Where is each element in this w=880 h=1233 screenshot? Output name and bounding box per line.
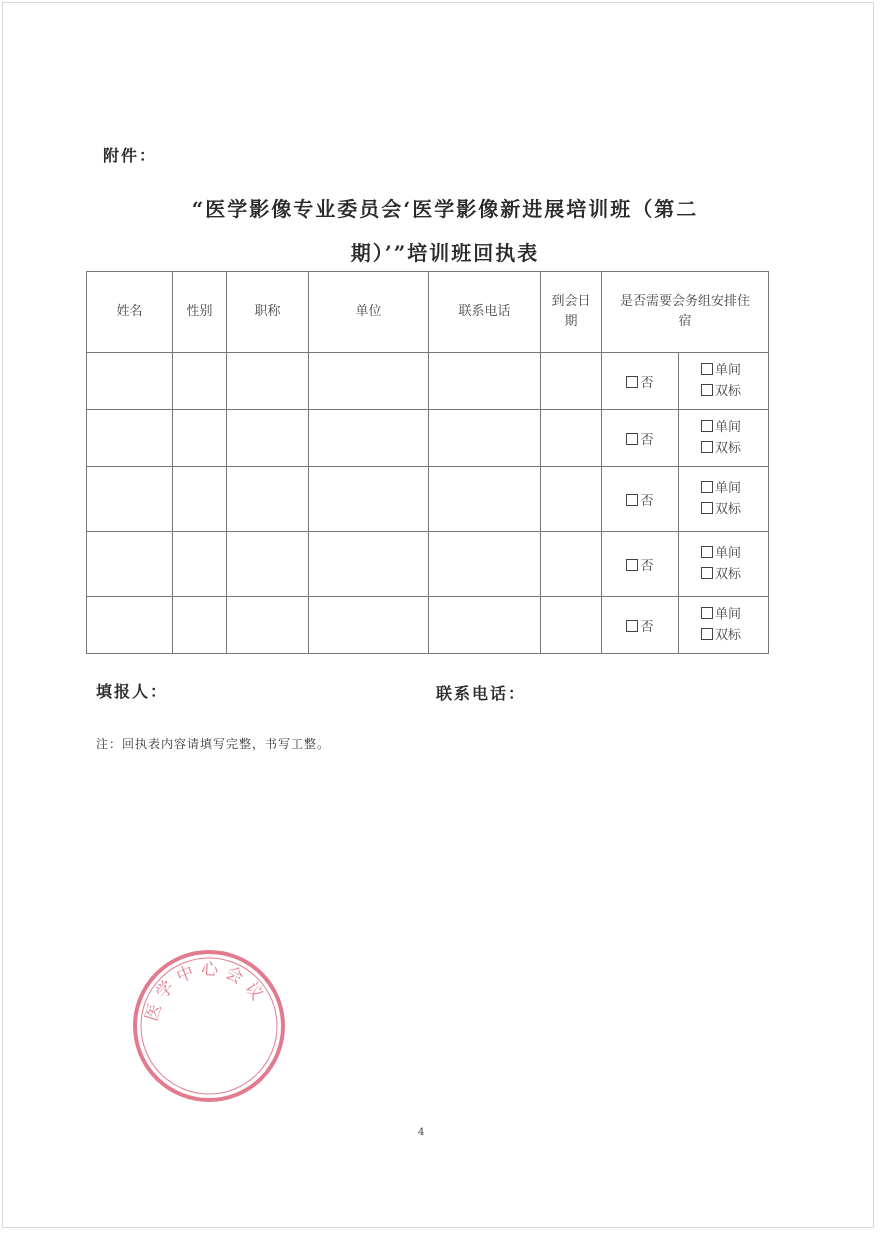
- gender-cell[interactable]: [173, 532, 227, 597]
- option-label: 否: [640, 432, 654, 448]
- unit-cell[interactable]: [309, 410, 429, 467]
- header-unit: 单位: [309, 272, 429, 353]
- name-cell[interactable]: [87, 353, 173, 410]
- single-room-option[interactable]: [701, 417, 768, 438]
- single-room-option[interactable]: [701, 360, 768, 381]
- single-room-option[interactable]: [701, 604, 768, 625]
- room-type-options: [679, 467, 769, 532]
- option-label: 单间: [715, 546, 742, 561]
- header-title: 职称: [227, 272, 309, 353]
- date-cell[interactable]: [541, 353, 602, 410]
- table-row: [87, 597, 769, 654]
- option-label: 否: [640, 375, 654, 391]
- title-line-2: 期）’”培训班回执表: [350, 241, 540, 265]
- accommodation-no-option[interactable]: [602, 467, 679, 532]
- header-row: [87, 272, 769, 353]
- name-cell[interactable]: [87, 597, 173, 654]
- accommodation-no-option[interactable]: [602, 532, 679, 597]
- accommodation-no-option[interactable]: [602, 597, 679, 654]
- gender-cell[interactable]: [173, 410, 227, 467]
- checkbox-icon[interactable]: [701, 607, 713, 619]
- checkbox-icon[interactable]: [701, 567, 713, 579]
- checkbox-icon[interactable]: [626, 433, 638, 445]
- double-room-option[interactable]: [701, 381, 768, 402]
- option-label: 单间: [715, 363, 742, 378]
- date-cell[interactable]: [541, 467, 602, 532]
- header-accommodation: 是否需要会务组安排住宿: [602, 272, 769, 353]
- phone-cell[interactable]: [429, 532, 541, 597]
- double-room-option[interactable]: [701, 438, 768, 459]
- title-cell[interactable]: [227, 597, 309, 654]
- form-title: [150, 187, 740, 275]
- date-cell[interactable]: [541, 410, 602, 467]
- option-label: 双标: [715, 628, 742, 643]
- option-label: 否: [640, 619, 654, 635]
- double-room-option[interactable]: [701, 625, 768, 646]
- checkbox-icon[interactable]: [701, 628, 713, 640]
- room-type-options: [679, 353, 769, 410]
- single-room-option[interactable]: [701, 543, 768, 564]
- checkbox-icon[interactable]: [626, 620, 638, 632]
- option-label: 双标: [715, 441, 742, 456]
- name-cell[interactable]: [87, 467, 173, 532]
- gender-cell[interactable]: [173, 353, 227, 410]
- unit-cell[interactable]: [309, 532, 429, 597]
- header-arrival-date: 到会日期: [541, 272, 602, 353]
- accommodation-no-option[interactable]: [602, 410, 679, 467]
- option-label: 双标: [715, 502, 742, 517]
- room-type-options: [679, 597, 769, 654]
- double-room-option[interactable]: [701, 499, 768, 520]
- single-room-option[interactable]: [701, 478, 768, 499]
- unit-cell[interactable]: [309, 597, 429, 654]
- name-cell[interactable]: [87, 532, 173, 597]
- option-label: 否: [640, 558, 654, 574]
- table-row: [87, 353, 769, 410]
- table-row: [87, 467, 769, 532]
- filler-label: 填报人：: [96, 682, 169, 701]
- unit-cell[interactable]: [309, 353, 429, 410]
- title-cell[interactable]: [227, 353, 309, 410]
- option-label: 单间: [715, 481, 742, 496]
- contact-phone-label: 联系电话：: [436, 684, 527, 703]
- option-label: 单间: [715, 607, 742, 622]
- official-seal: [130, 947, 288, 1105]
- checkbox-icon[interactable]: [701, 420, 713, 432]
- receipt-table: [86, 271, 769, 654]
- checkbox-icon[interactable]: [701, 363, 713, 375]
- gender-cell[interactable]: [173, 467, 227, 532]
- page-number: 4: [418, 1127, 425, 1138]
- note-text: 注：回执表内容请填写完整，书写工整。: [96, 737, 331, 751]
- checkbox-icon[interactable]: [701, 546, 713, 558]
- title-line-1: “医学影像专业委员会‘医学影像新进展培训班（第二: [191, 197, 699, 221]
- unit-cell[interactable]: [309, 467, 429, 532]
- header-phone: 联系电话: [429, 272, 541, 353]
- title-cell[interactable]: [227, 410, 309, 467]
- header-gender: 性别: [173, 272, 227, 353]
- checkbox-icon[interactable]: [701, 502, 713, 514]
- checkbox-icon[interactable]: [626, 559, 638, 571]
- table-row: [87, 532, 769, 597]
- name-cell[interactable]: [87, 410, 173, 467]
- title-cell[interactable]: [227, 532, 309, 597]
- room-type-options: [679, 532, 769, 597]
- phone-cell[interactable]: [429, 410, 541, 467]
- option-label: 单间: [715, 420, 742, 435]
- phone-cell[interactable]: [429, 467, 541, 532]
- checkbox-icon[interactable]: [626, 376, 638, 388]
- attachment-label: 附件：: [103, 146, 158, 165]
- room-type-options: [679, 410, 769, 467]
- option-label: 否: [640, 493, 654, 509]
- double-room-option[interactable]: [701, 564, 768, 585]
- accommodation-no-option[interactable]: [602, 353, 679, 410]
- checkbox-icon[interactable]: [701, 384, 713, 396]
- table-row: [87, 410, 769, 467]
- checkbox-icon[interactable]: [701, 481, 713, 493]
- checkbox-icon[interactable]: [626, 494, 638, 506]
- phone-cell[interactable]: [429, 597, 541, 654]
- option-label: 双标: [715, 384, 742, 399]
- option-label: 双标: [715, 567, 742, 582]
- phone-cell[interactable]: [429, 353, 541, 410]
- title-cell[interactable]: [227, 467, 309, 532]
- date-cell[interactable]: [541, 532, 602, 597]
- checkbox-icon[interactable]: [701, 441, 713, 453]
- seal-text-path: 医学中心会议: [141, 959, 271, 1024]
- header-name: 姓名: [87, 272, 173, 353]
- gender-cell[interactable]: [173, 597, 227, 654]
- date-cell[interactable]: [541, 597, 602, 654]
